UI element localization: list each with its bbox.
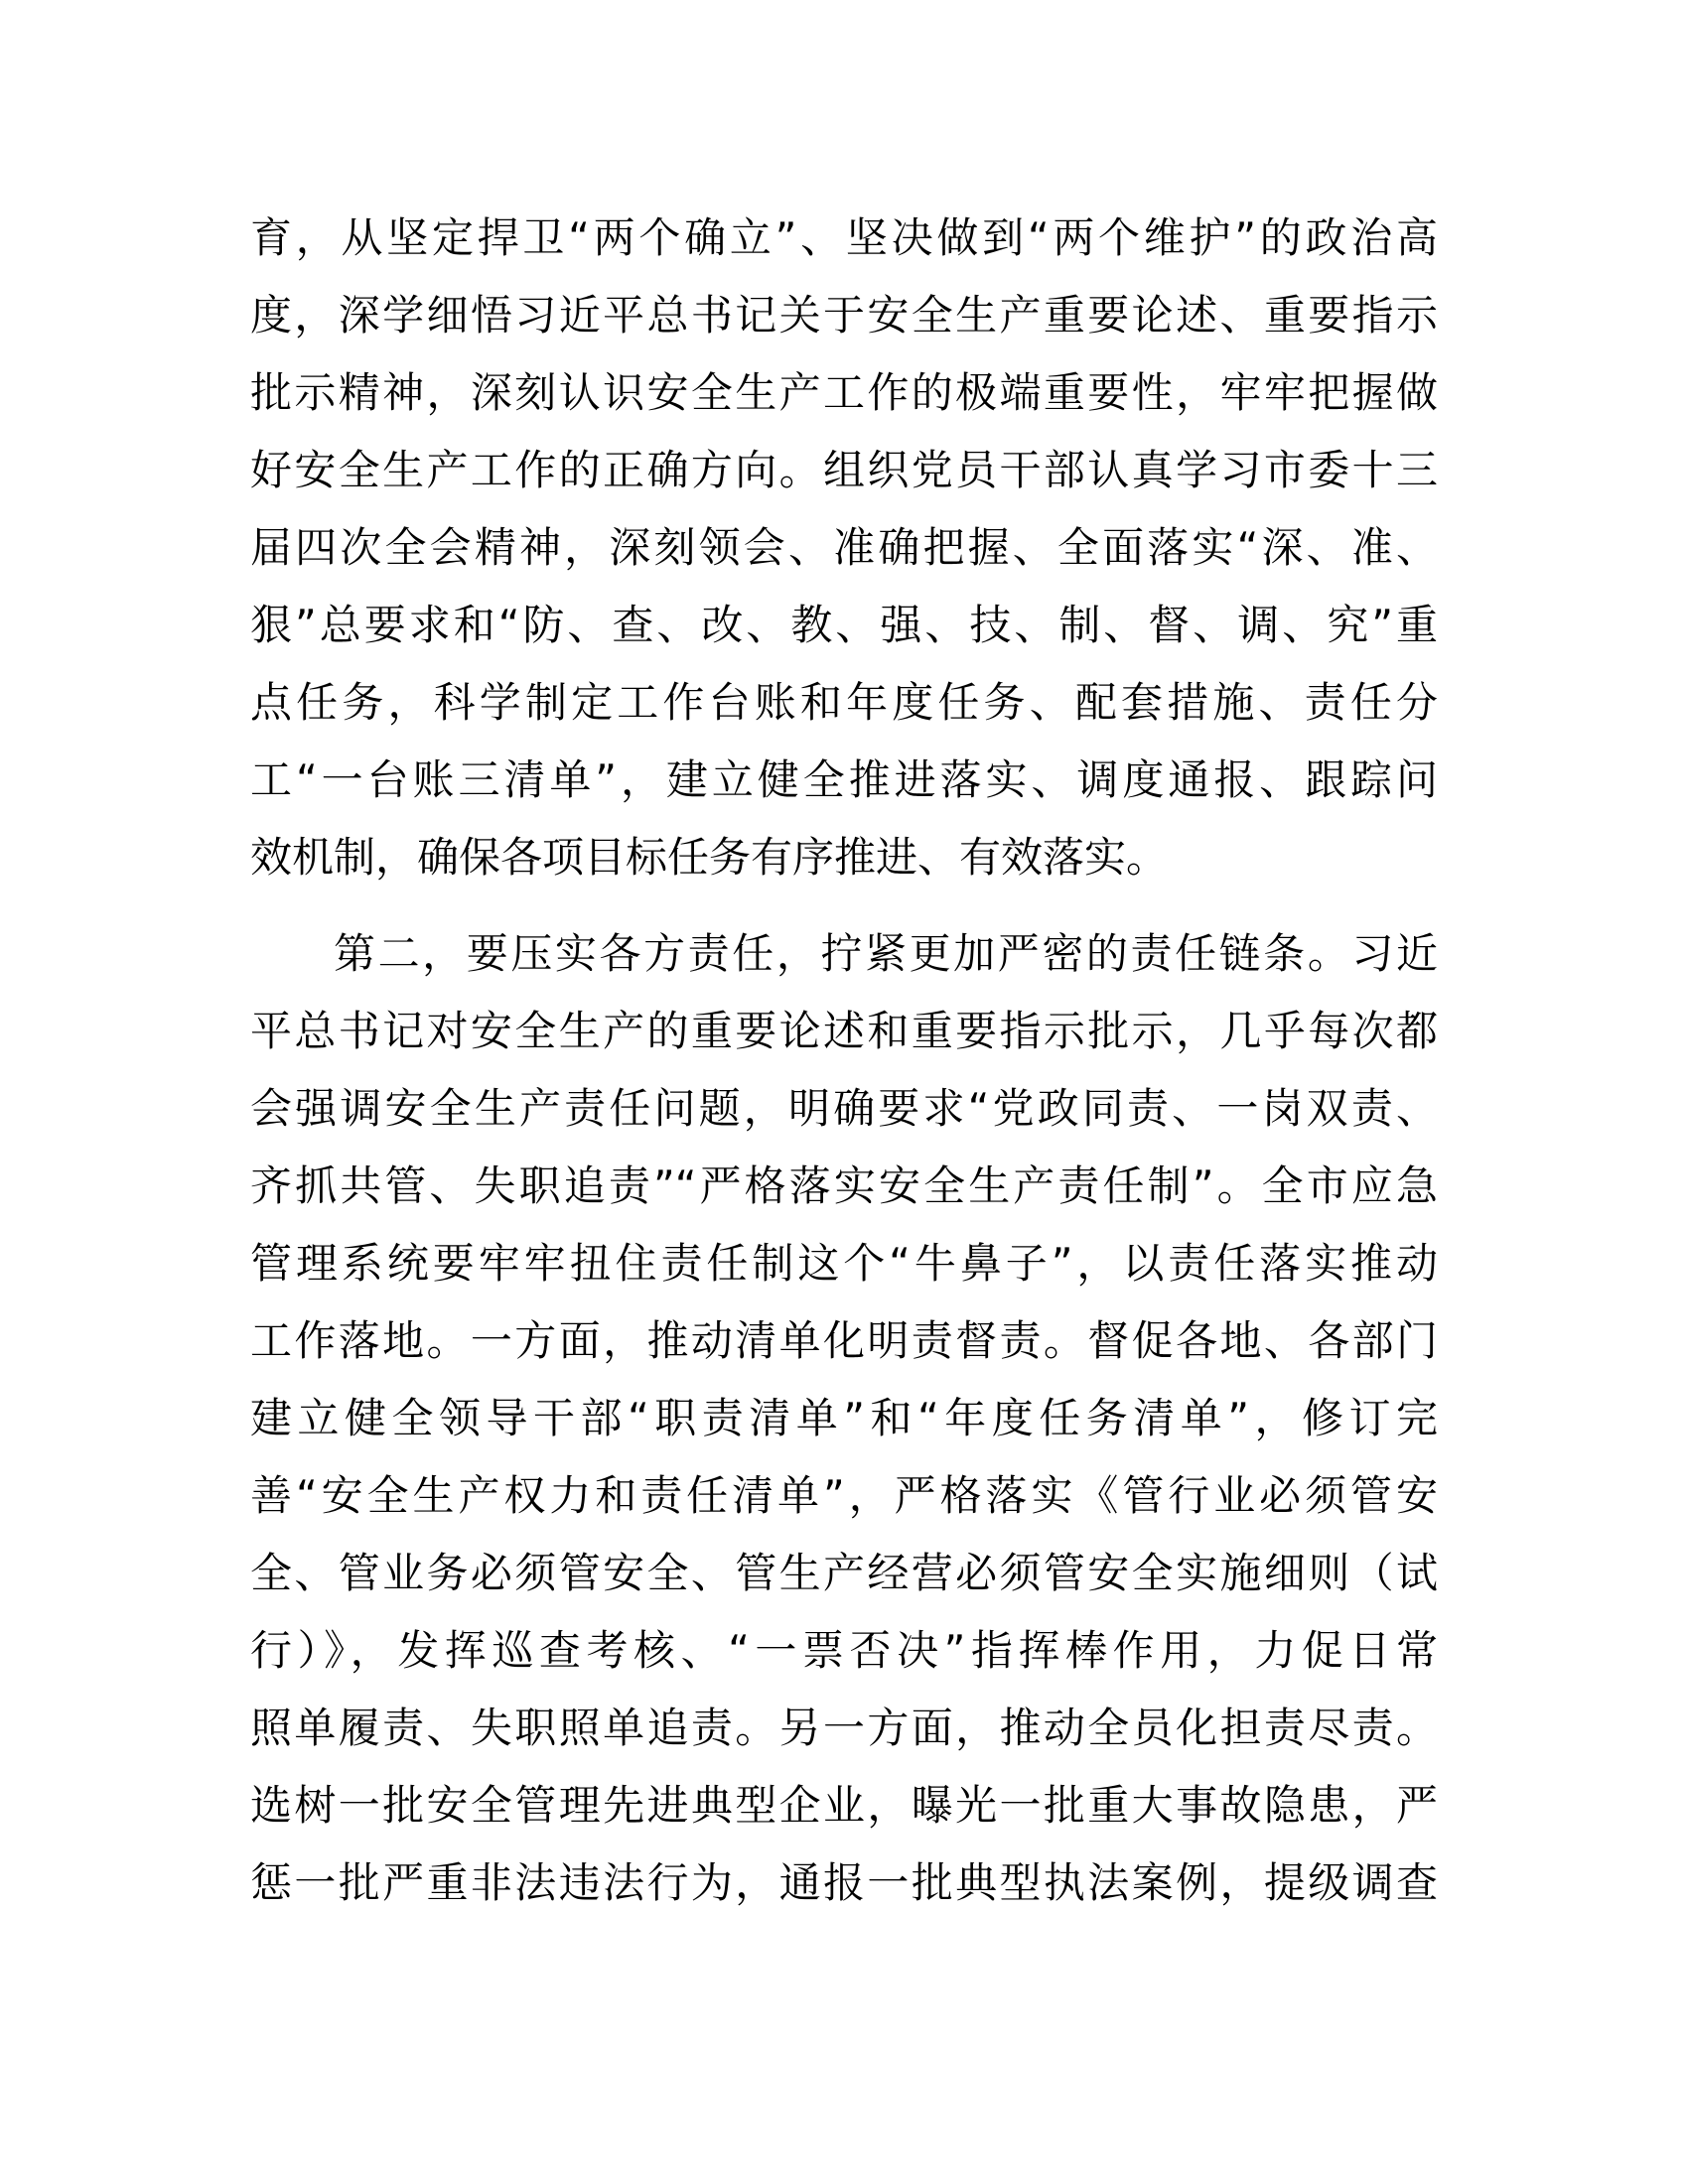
document-body xyxy=(250,200,1438,1922)
paragraph-1 xyxy=(250,200,1438,896)
text-line: 建立健全领导干部“职责清单”和“年度任务清单”，修订完 xyxy=(250,1394,1438,1442)
text-line: 工作落地。一方面，推动清单化明责督责。督促各地、各部门 xyxy=(250,1316,1438,1365)
text-line: 第二，要压实各方责任，拧紧更加严密的责任链条。习近 xyxy=(334,929,1438,978)
text-line: 好安全生产工作的正确方向。组织党员干部认真学习市委十三 xyxy=(250,446,1438,494)
text-line: 届四次全会精神，深刻领会、准确把握、全面落实“深、准、 xyxy=(250,523,1438,572)
paragraph-2 xyxy=(250,915,1438,1922)
text-line: 平总书记对安全生产的重要论述和重要指示批示，几乎每次都 xyxy=(250,1007,1438,1055)
text-line: 惩一批严重非法违法行为，通报一批典型执法案例，提级调查 xyxy=(250,1858,1438,1907)
text-line: 度，深学细悟习近平总书记关于安全生产重要论述、重要指示 xyxy=(250,291,1438,340)
text-line: 效机制，确保各项目标任务有序推进、有效落实。 xyxy=(250,833,1169,882)
text-line: 善“安全生产权力和责任清单”，严格落实《管行业必须管安 xyxy=(250,1471,1438,1520)
text-line: 狠”总要求和“防、查、改、教、强、技、制、督、调、究”重 xyxy=(250,601,1438,649)
text-line: 工“一台账三清单”，建立健全推进落实、调度通报、跟踪问 xyxy=(250,755,1438,804)
text-line: 照单履责、失职照单追责。另一方面，推动全员化担责尽责。 xyxy=(250,1704,1438,1752)
text-line: 行）》，发挥巡查考核、“一票否决”指挥棒作用，力促日常 xyxy=(250,1626,1438,1675)
text-line: 管理系统要牢牢扭住责任制这个“牛鼻子”，以责任落实推动 xyxy=(250,1239,1438,1288)
text-line: 育，从坚定捍卫“两个确立”、坚决做到“两个维护”的政治高 xyxy=(250,213,1438,262)
text-line: 点任务，科学制定工作台账和年度任务、配套措施、责任分 xyxy=(250,678,1438,727)
text-line: 批示精神，深刻认识安全生产工作的极端重要性，牢牢把握做 xyxy=(250,368,1438,417)
text-line: 齐抓共管、失职追责”“严格落实安全生产责任制”。全市应急 xyxy=(250,1161,1438,1210)
text-line: 会强调安全生产责任问题，明确要求“党政同责、一岗双责、 xyxy=(250,1084,1438,1133)
text-line: 选树一批安全管理先进典型企业，曝光一批重大事故隐患，严 xyxy=(250,1781,1438,1830)
text-line: 全、管业务必须管安全、管生产经营必须管安全实施细则（试 xyxy=(250,1549,1438,1597)
